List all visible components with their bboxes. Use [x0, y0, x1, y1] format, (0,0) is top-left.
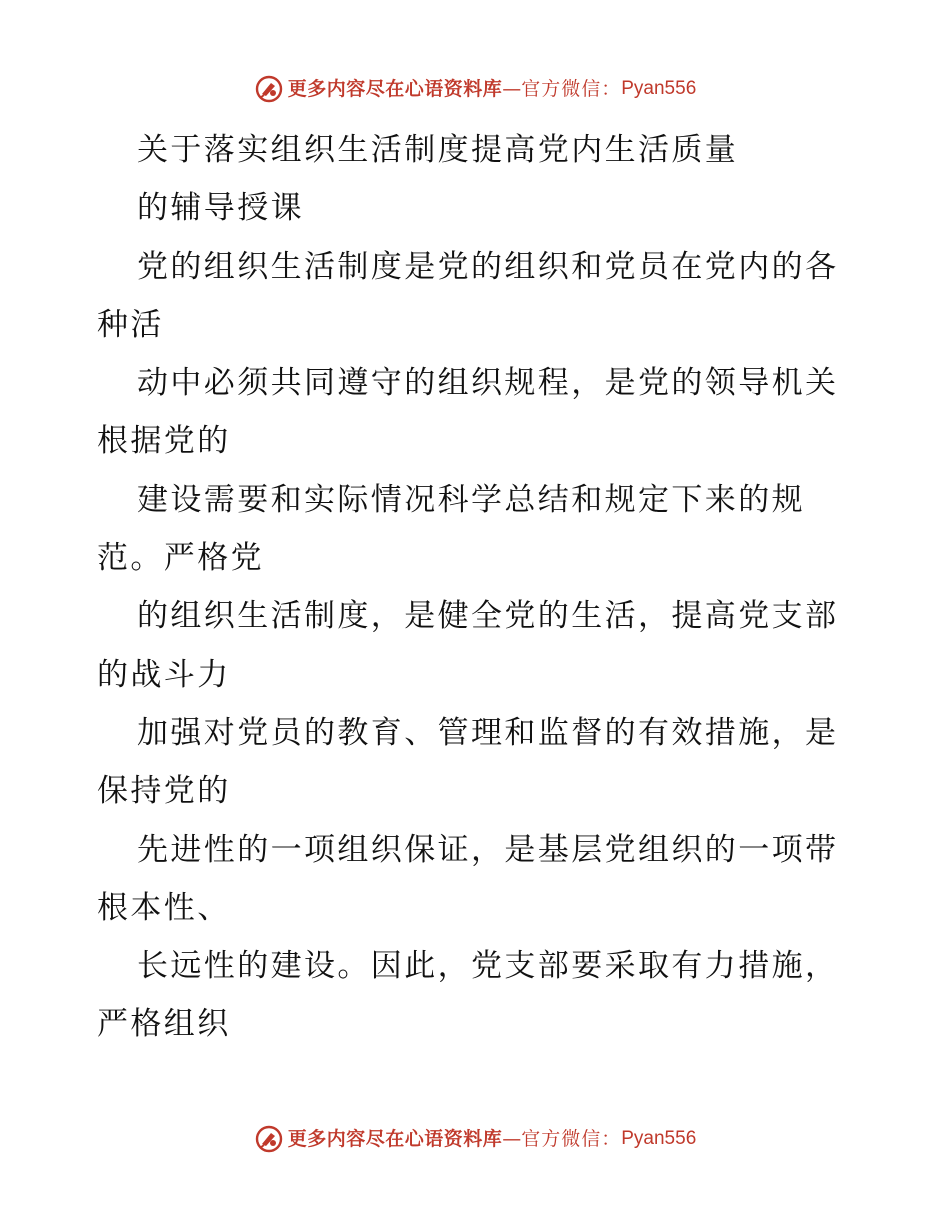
document-line: 动中必须共同遵守的组织规程，是党的领导机关 — [137, 365, 839, 402]
watermark-dash: — — [502, 1128, 522, 1150]
watermark-wechat-label: 官方微信： — [521, 78, 622, 100]
document-body — [97, 121, 867, 1054]
document-line: 建设需要和实际情况科学总结和规定下来的规 — [137, 481, 805, 518]
document-line: 先进性的一项组织保证，是基层党组织的一项带 — [137, 831, 839, 868]
document-line: 长远性的建设。因此，党支部要采取有力措施， — [137, 948, 839, 985]
document-line: 保持党的 — [97, 773, 231, 810]
document-line: 的战斗力 — [97, 656, 231, 693]
document-line: 加强对党员的教育、管理和监督的有效措施，是 — [137, 714, 839, 751]
watermark-wechat-id: Pyan556 — [621, 1128, 697, 1149]
document-line: 范。严格党 — [97, 540, 264, 577]
header-watermark — [0, 74, 950, 104]
document-line: 的组织生活制度，是健全党的生活，提高党支部 — [137, 598, 839, 635]
footer-watermark — [0, 1124, 950, 1154]
pen-seal-icon — [254, 74, 284, 104]
watermark-wechat-id: Pyan556 — [621, 78, 697, 99]
watermark-main-text: 更多内容尽在心语资料库 — [287, 78, 503, 100]
document-line: 党的组织生活制度是党的组织和党员在党内的各 — [137, 248, 839, 285]
watermark-wechat-label: 官方微信： — [521, 1128, 622, 1150]
document-line: 种活 — [97, 306, 164, 343]
document-line: 严格组织 — [97, 1006, 231, 1043]
document-line: 根据党的 — [97, 423, 231, 460]
pen-seal-icon — [254, 1124, 284, 1154]
document-line: 关于落实组织生活制度提高党内生活质量 — [137, 132, 739, 168]
watermark-main-text: 更多内容尽在心语资料库 — [287, 1128, 503, 1150]
document-line: 根本性、 — [97, 889, 231, 926]
watermark-dash: — — [502, 78, 522, 100]
document-line: 的辅导授课 — [137, 190, 304, 227]
